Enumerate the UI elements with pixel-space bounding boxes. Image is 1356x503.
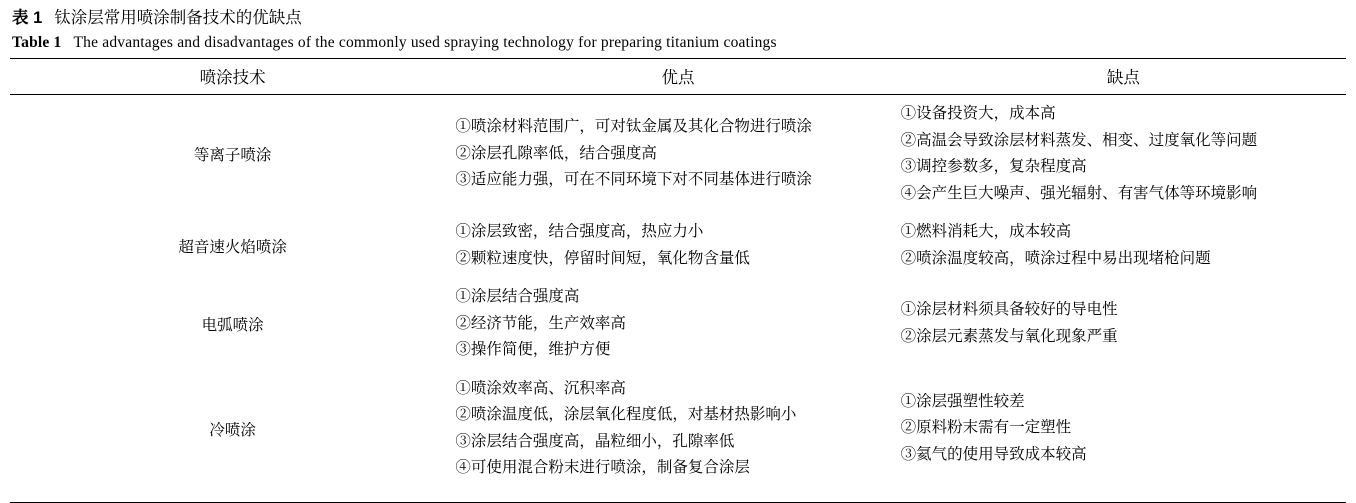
table-row [10, 370, 1346, 488]
table-row [10, 213, 1346, 278]
list-item: ④会产生巨大噪声、强光辐射、有害气体等环境影响 [900, 184, 1258, 202]
list-item: ③涂层结合强度高，晶粒细小，孔隙率低 [455, 432, 735, 450]
list-item: ②喷涂温度较高，喷涂过程中易出现堵枪问题 [900, 249, 1211, 267]
cell-technology: 电弧喷涂 [201, 316, 264, 334]
list-item: ①涂层结合强度高 [455, 288, 580, 305]
list-item: ②涂层孔隙率低，结合强度高 [455, 144, 657, 162]
cell-disadvantages [901, 370, 1346, 488]
cell-disadvantages [901, 213, 1346, 278]
list-item: ①设备投资大，成本高 [900, 105, 1056, 122]
table-row [10, 278, 1346, 370]
list-item: ①喷涂效率高、沉积率高 [455, 379, 626, 397]
table-header-row [10, 59, 1346, 95]
cell-advantages [455, 370, 900, 488]
list-item: ③氦气的使用导致成本较高 [900, 445, 1087, 463]
caption-chinese-label: 表 1 [12, 9, 43, 27]
column-header-disadvantages: 缺点 [1106, 69, 1140, 87]
list-item: ②涂层元素蒸发与氧化现象严重 [900, 327, 1118, 345]
cell-technology: 冷喷涂 [209, 421, 256, 439]
cell-advantages [455, 213, 900, 278]
cell-technology: 等离子喷涂 [193, 147, 272, 164]
list-item: ①涂层材料须具备较好的导电性 [900, 301, 1118, 319]
advantages-disadvantages-table [10, 58, 1346, 503]
list-item: ②原料粉末需有一定塑性 [900, 419, 1072, 437]
table-row [10, 95, 1346, 214]
list-item: ①涂层致密，结合强度高，热应力小 [455, 223, 704, 240]
list-item: ②颗粒速度快，停留时间短，氧化物含量低 [455, 249, 750, 267]
list-item: ②喷涂温度低，涂层氧化程度低，对基材热影响小 [455, 406, 797, 423]
caption-english-text: The advantages and disadvantages of the commonly used spraying technology for preparing titanium coatings [73, 34, 777, 51]
list-item: ①燃料消耗大，成本较高 [900, 223, 1072, 240]
table-body [10, 95, 1346, 503]
column-header-advantages: 优点 [661, 69, 695, 87]
list-item: ②高温会导致涂层材料蒸发、相变、过度氧化等问题 [900, 131, 1258, 149]
list-item: ②经济节能，生产效率高 [455, 314, 626, 332]
caption-english [12, 32, 1346, 54]
caption-chinese [12, 6, 1346, 30]
cell-technology: 超音速火焰喷涂 [178, 238, 287, 256]
cell-advantages [455, 95, 900, 214]
list-item: ①喷涂材料范围广，可对钛金属及其化合物进行喷涂 [455, 118, 812, 136]
list-item: ①涂层强塑性较差 [900, 392, 1025, 410]
list-item: ③适应能力强，可在不同环境下对不同基体进行喷涂 [455, 171, 812, 189]
table-header [10, 59, 1346, 95]
column-header-technology: 喷涂技术 [199, 69, 266, 87]
cell-disadvantages [901, 278, 1346, 370]
caption-english-label: Table 1 [12, 34, 62, 51]
caption-chinese-text: 钛涂层常用喷涂制备技术的优缺点 [54, 9, 302, 27]
list-item: ③调控参数多，复杂程度高 [900, 158, 1087, 175]
list-item: ③操作简便，维护方便 [455, 341, 611, 358]
cell-disadvantages [901, 95, 1346, 214]
list-item: ④可使用混合粉末进行喷涂，制备复合涂层 [455, 459, 750, 476]
cell-advantages [455, 278, 900, 370]
